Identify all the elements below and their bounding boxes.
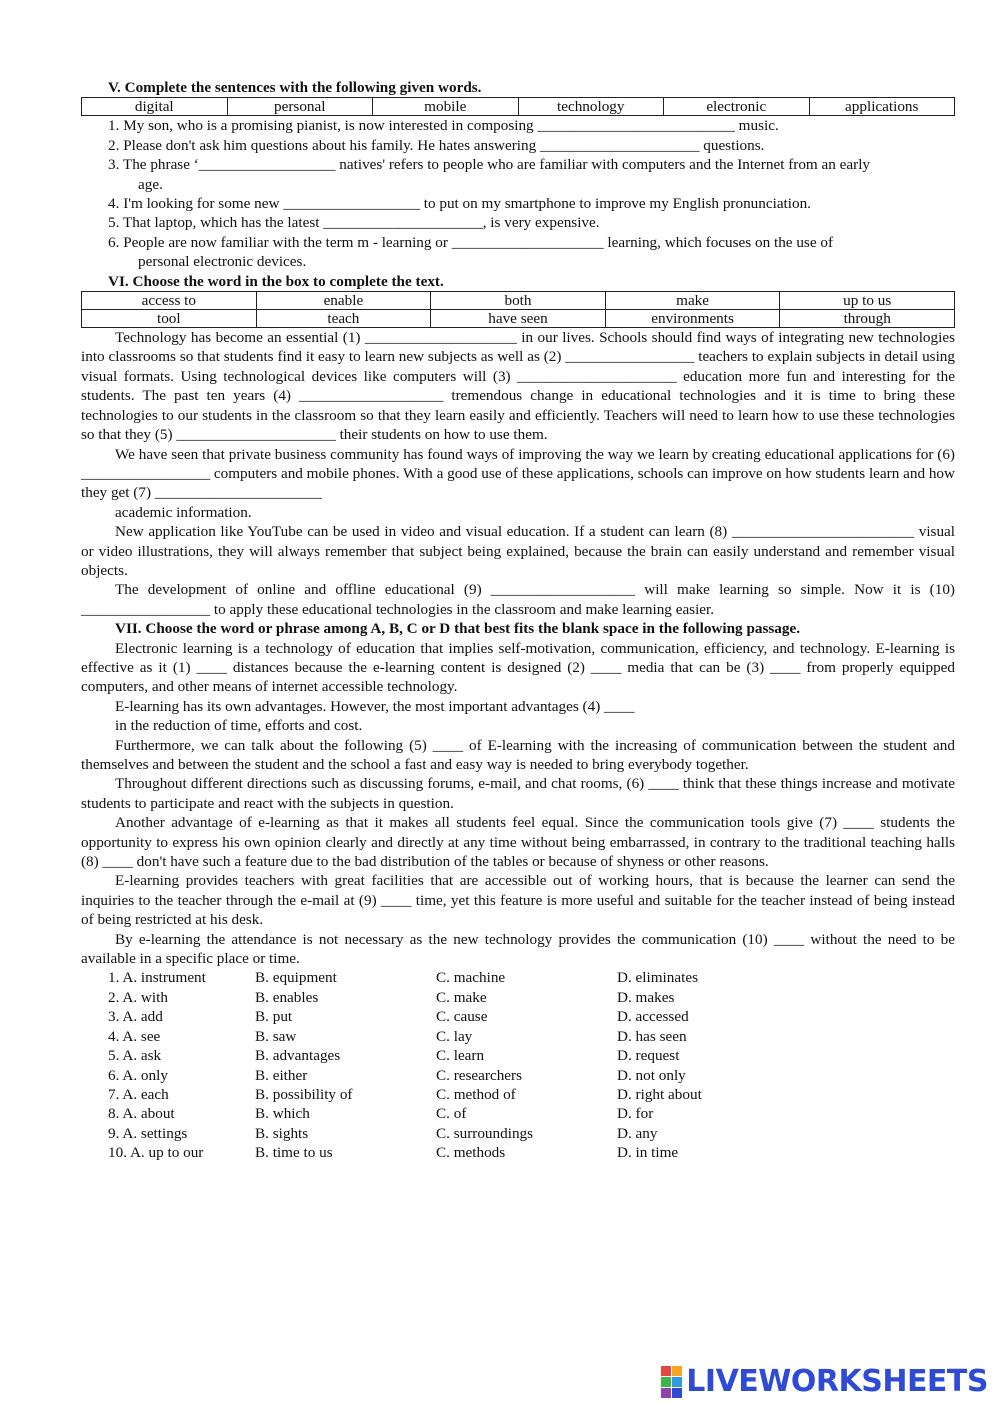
passage-paragraph: Electronic learning is a technology of education that implies self-motivation, communication, efficiency, and technology. E-learning is effective as it (1) ____ distances because the e-learning content is designed (2) ____ media that can be (3) ____ from properly equipped computers, and other means of internet accessible technology. (81, 639, 955, 696)
option-b: B. which (255, 1105, 310, 1123)
option-c: C. surroundings (436, 1124, 534, 1142)
section-5-word-box (81, 97, 955, 116)
option-d: D. makes (617, 988, 675, 1006)
passage-paragraph: E-learning provides teachers with great facilities that are accessible out of working hours, that is because the learner can send the inquiries to the teacher through the e-mail at (9) ____ time, yet this feature is more useful and suitable for the teacher instead of being instead of being restricted at his desk. (81, 872, 955, 929)
section-5-heading: V. Complete the sentences with the following given words. (108, 79, 482, 96)
question-text: 3. The phrase ‘__________________ natives' refers to people who are familiar with computers and the Internet from an early (108, 156, 871, 174)
option-a: 7. A. each (108, 1085, 169, 1103)
question-item (81, 155, 955, 194)
option-c: C. machine (436, 969, 506, 987)
word-box-cell: applications (809, 98, 955, 116)
logo-text: LIVEWORKSHEETS (686, 1364, 988, 1400)
word-box-cell: mobile (373, 98, 519, 116)
word-box-cell: through (780, 310, 955, 328)
option-b: B. possibility of (255, 1085, 353, 1103)
option-d: D. in time (617, 1144, 679, 1162)
question-item (81, 233, 955, 272)
passage-paragraph: By e-learning the attendance is not necessary as the new technology provides the communication (10) ____ without the need to be available in a specific place or time. (81, 930, 955, 968)
option-d: D. eliminates (617, 969, 698, 987)
logo-square (661, 1388, 671, 1398)
option-c: C. methods (436, 1144, 506, 1162)
option-a: 4. A. see (108, 1027, 161, 1045)
question-text: 2. Please don't ask him questions about his family. He hates answering _____________________ questions. (108, 136, 765, 154)
question-item (81, 116, 955, 135)
option-c: C. cause (436, 1008, 488, 1026)
option-a: 10. A. up to our (108, 1144, 204, 1162)
word-box-cell: access to (82, 292, 257, 310)
liveworksheets-logo[interactable] (661, 1364, 988, 1400)
word-box-cell: technology (518, 98, 664, 116)
option-d: D. for (617, 1105, 654, 1123)
option-a: 9. A. settings (108, 1124, 188, 1142)
question-item (81, 213, 955, 232)
logo-square (672, 1366, 682, 1376)
passage-continuation: academic information. (115, 503, 252, 521)
word-box-cell: both (431, 292, 606, 310)
question-continuation: personal electronic devices. (138, 253, 307, 271)
passage-paragraph: Technology has become an essential (1) ____________________ in our lives. Schools should find ways of integrating new technologies into classrooms so that students find it easy to learn new subjects as well as (2) _________________ teachers to explain subjects in detail using visual formats. Using technological devices like computers will (3) _____________________ education more fun and interesting for the students. The past ten years (4) ___________________ tremendous change in educational technologies and it is time to bring these technologies to our students in the classroom so that they learn easily and efficiently. Teachers will need to learn how to use these technologies so that they (5) _____________________ their students on how to use them. (81, 329, 955, 444)
word-box-cell: teach (256, 310, 431, 328)
word-box-cell: up to us (780, 292, 955, 310)
option-a: 3. A. add (108, 1008, 163, 1026)
logo-square (672, 1388, 682, 1398)
passage-paragraph: New application like YouTube can be used in video and visual education. If a student can learn (8) ________________________ visual or video illustrations, they will always remember that subject being explained, because the brain can easily understand and remember visual objects. (81, 523, 955, 579)
passage-paragraph: Another advantage of e-learning as that it makes all students feel equal. Since the communication tools give (7) ____ students the opportunity to express his own opinion clearly and directly at any time without being embarrassed, in contrary to the traditional teaching halls (8) ____ don't have such a feature due to the bad distribution of the tables or because of shyness or other reasons. (81, 814, 955, 871)
option-a: 8. A. about (108, 1105, 175, 1123)
logo-square (661, 1366, 671, 1376)
option-b: B. saw (255, 1027, 297, 1045)
worksheet-page (81, 78, 955, 1163)
option-c: C. method of (436, 1085, 516, 1103)
option-c: C. researchers (436, 1066, 523, 1084)
question-text: 4. I'm looking for some new __________________ to put on my smartphone to improve my English pronunciation. (108, 195, 811, 213)
option-b: B. enables (255, 988, 319, 1006)
question-text: 1. My son, who is a promising pianist, is now interested in composing __________________________ music. (108, 117, 779, 135)
passage-paragraph: Furthermore, we can talk about the following (5) ____ of E-learning with the increasing of communication between the student and themselves and between the student and the school a fast and easy way is needed to bring everybody together. (81, 736, 955, 773)
option-b: B. put (255, 1008, 293, 1026)
liveworksheets-logo-icon (661, 1366, 682, 1398)
option-a: 5. A. ask (108, 1047, 162, 1065)
option-d: D. right about (617, 1085, 702, 1103)
word-box-cell: personal (227, 98, 373, 116)
word-box-cell: have seen (431, 310, 606, 328)
passage-paragraph: We have seen that private business community has found ways of improving the way we learn by creating educational applications for (6) _________________ computers and mobile phones. With a good use of these applications, schools can improve on how students learn and how they get (7) ______________________ (81, 445, 955, 502)
word-box-cell: tool (82, 310, 257, 328)
option-d: D. accessed (617, 1008, 689, 1026)
passage-paragraph: The development of online and offline educational (9) ___________________ will make learning so simple. Now it is (10) _________________ to apply these educational technologies in the classroom and make learning easier. (81, 581, 955, 618)
passage-paragraph: E-learning has its own advantages. However, the most important advantages (4) ____ (115, 697, 635, 715)
option-d: D. any (617, 1124, 658, 1142)
option-b: B. time to us (255, 1144, 333, 1162)
option-c: C. of (436, 1105, 467, 1123)
question-text: 6. People are now familiar with the term m - learning or ____________________ learning, which focuses on the use of (108, 233, 834, 251)
option-c: C. make (436, 988, 487, 1006)
word-box-cell: digital (82, 98, 228, 116)
section-7-heading: VII. Choose the word or phrase among A, B, C or D that best fits the blank space in the following passage. (115, 620, 801, 638)
question-text: 5. That laptop, which has the latest _____________________, is very expensive. (108, 214, 600, 232)
option-a: 2. A. with (108, 988, 168, 1006)
question-item (81, 136, 955, 155)
question-item (81, 194, 955, 213)
passage-continuation: in the reduction of time, efforts and cost. (115, 717, 363, 735)
option-a: 1. A. instrument (108, 969, 206, 987)
word-box-cell: environments (605, 310, 780, 328)
word-box-cell: electronic (664, 98, 810, 116)
option-b: B. equipment (255, 969, 337, 987)
option-c: C. lay (436, 1027, 473, 1045)
option-b: B. advantages (255, 1047, 341, 1065)
option-b: B. either (255, 1066, 308, 1084)
option-c: C. learn (436, 1047, 485, 1065)
question-continuation: age. (138, 175, 163, 193)
passage-paragraph: Throughout different directions such as discussing forums, e-mail, and chat rooms, (6) ____ think that these things increase and motivate students to participate and react with the subjects in question. (81, 775, 955, 812)
option-d: D. not only (617, 1066, 686, 1084)
option-d: D. has seen (617, 1027, 687, 1045)
word-box-cell: make (605, 292, 780, 310)
option-b: B. sights (255, 1124, 309, 1142)
logo-square (672, 1377, 682, 1387)
answer-options (81, 968, 955, 1162)
section-6-heading: VI. Choose the word in the box to complete the text. (108, 272, 444, 290)
word-box-cell: enable (256, 292, 431, 310)
option-a: 6. A. only (108, 1066, 168, 1084)
option-d: D. request (617, 1047, 680, 1065)
logo-square (661, 1377, 671, 1387)
section-6-word-box (81, 291, 955, 328)
